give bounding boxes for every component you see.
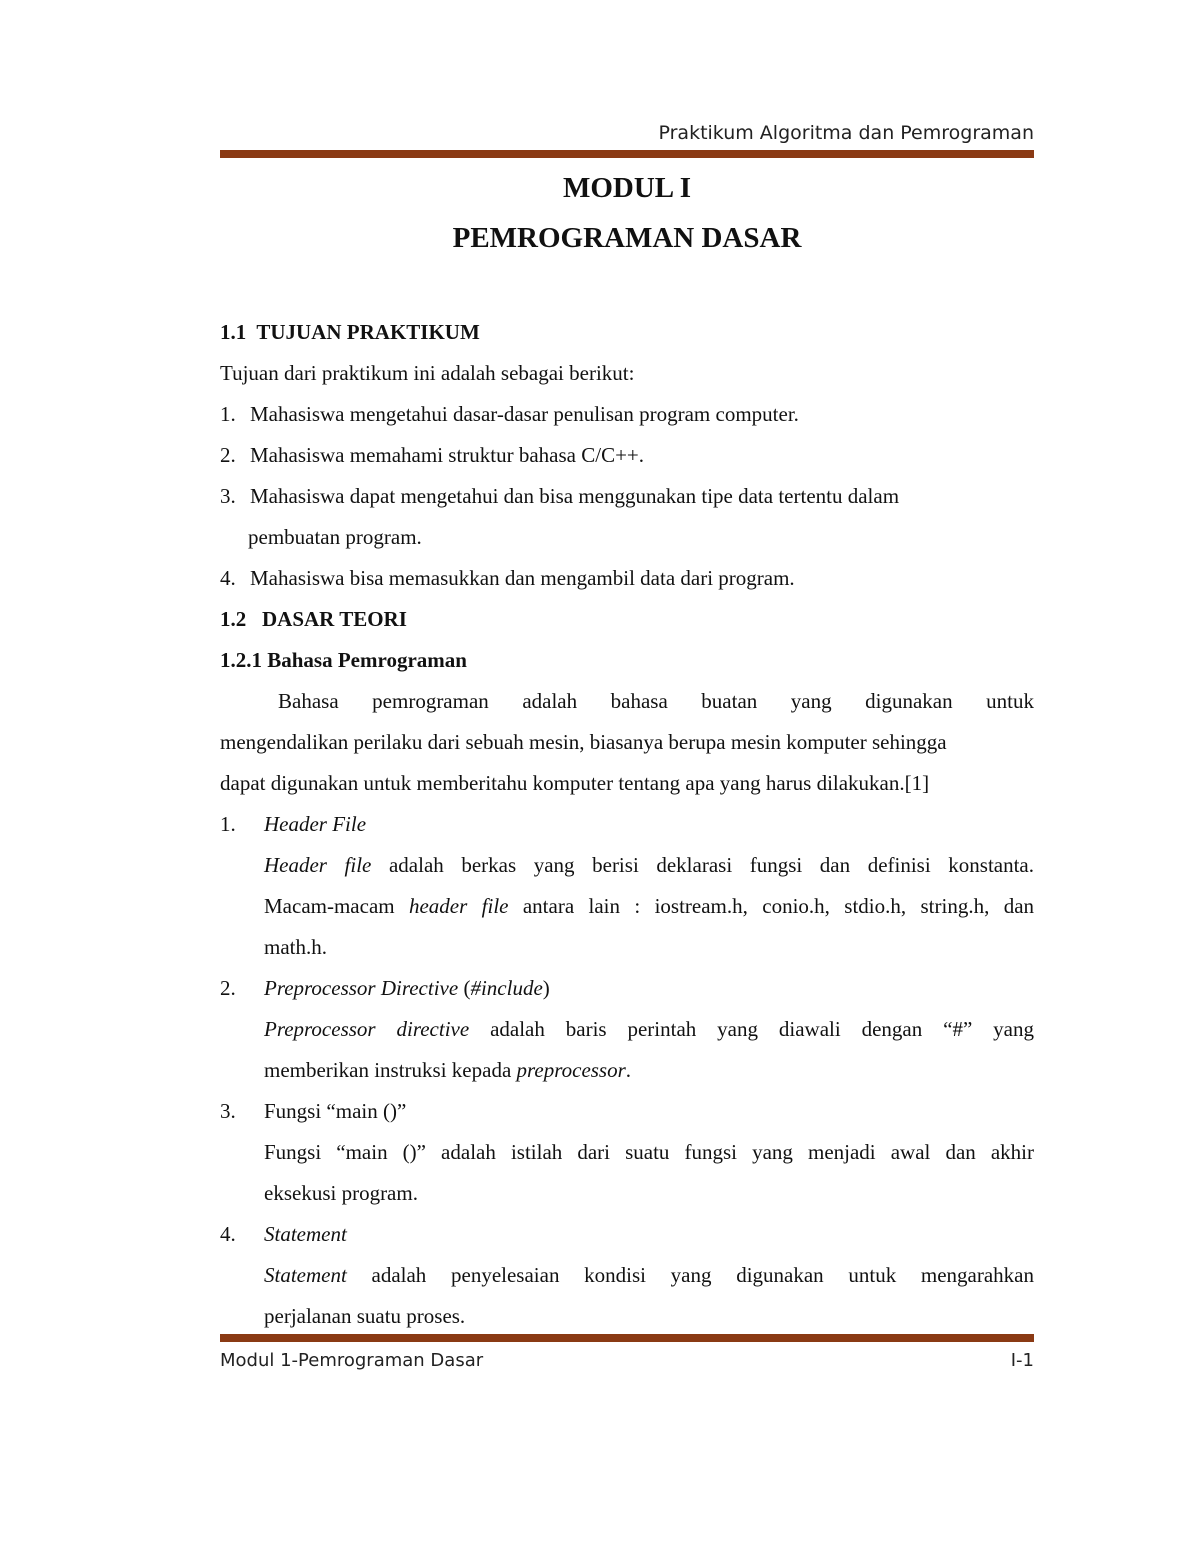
list-number: 1.: [220, 812, 236, 836]
paragraph-line: Bahasa pemrograman adalah bahasa buatan yang digunakan untuk: [278, 689, 1034, 713]
item-title: Header File: [264, 812, 367, 836]
desc-text: memberikan instruksi kepada: [264, 1058, 517, 1082]
list-number: 2.: [220, 443, 236, 467]
list-item: [220, 394, 1034, 435]
theory-item-title: [220, 1214, 1034, 1255]
desc-text: adalah penyelesaian kondisi yang digunakan untuk mengarahkan: [346, 1263, 1034, 1287]
module-title: MODUL I: [562, 172, 692, 204]
desc-text: adalah berkas yang berisi deklarasi fungsi dan definisi konstanta.: [371, 853, 1034, 877]
title-text: (: [458, 976, 471, 1000]
list-number: 4.: [220, 1222, 236, 1246]
item-title: Fungsi “main ()”: [264, 1099, 407, 1123]
footer-title: Modul 1-Pemrograman Dasar: [220, 1350, 484, 1371]
theory-item-desc: [220, 1009, 1034, 1050]
list-item: [220, 558, 1034, 599]
theory-item-desc: perjalanan suatu proses.: [264, 1304, 466, 1328]
list-number: 3.: [220, 1099, 236, 1123]
theory-item-desc: [220, 845, 1034, 886]
item-title: Statement: [264, 1222, 347, 1246]
section-heading-1-2: 1.2 DASAR TEORI: [220, 607, 407, 631]
list-number: 4.: [220, 566, 236, 590]
page-number: I-1: [1010, 1350, 1034, 1371]
theory-item-title: [220, 804, 1034, 845]
main-content: [220, 312, 1034, 1337]
footer-rule: [220, 1334, 1034, 1342]
list-item-continuation: pembuatan program.: [248, 525, 422, 549]
term: preprocessor: [516, 1058, 626, 1082]
paragraph-line: dapat digunakan untuk memberitahu komputer tentang apa yang harus dilakukan.[1]: [220, 771, 930, 795]
theory-item-desc: eksekusi program.: [264, 1181, 418, 1205]
list-text: Mahasiswa bisa memasukkan dan mengambil data dari program.: [250, 566, 795, 590]
theory-item-desc: [220, 1050, 1034, 1091]
theory-item-desc: Fungsi “main ()” adalah istilah dari suatu fungsi yang menjadi awal dan akhir: [264, 1140, 1034, 1164]
term: Statement: [264, 1263, 347, 1287]
module-subtitle: PEMROGRAMAN DASAR: [452, 222, 802, 254]
subsection-heading-1-2-1: 1.2.1 Bahasa Pemrograman: [220, 648, 467, 672]
term: Header file: [264, 853, 372, 877]
list-text: Mahasiswa memahami struktur bahasa C/C++.: [250, 443, 645, 467]
title-term: #include: [470, 976, 543, 1000]
desc-text: antara lain : iostream.h, conio.h, stdio.h, string.h, dan: [508, 894, 1034, 918]
term: header file: [408, 894, 509, 918]
theory-item-title: [220, 968, 1034, 1009]
paragraph-line: mengendalikan perilaku dari sebuah mesin, biasanya berupa mesin komputer sehingga: [220, 730, 947, 754]
list-item: [220, 435, 1034, 476]
list-number: 1.: [220, 402, 236, 426]
theory-item-desc: math.h.: [264, 935, 327, 959]
theory-item-desc: [220, 1255, 1034, 1296]
list-number: 3.: [220, 484, 236, 508]
list-text: Mahasiswa mengetahui dasar-dasar penulisan program computer.: [250, 402, 799, 426]
item-title: Preprocessor Directive: [264, 976, 459, 1000]
list-number: 2.: [220, 976, 236, 1000]
theory-item-title: [220, 1091, 1034, 1132]
section-heading-1-1: 1.1 TUJUAN PRAKTIKUM: [220, 320, 480, 344]
section-intro: Tujuan dari praktikum ini adalah sebagai berikut:: [220, 361, 635, 385]
theory-item-desc: [220, 886, 1034, 927]
list-item: [220, 476, 1034, 517]
desc-text: Macam-macam: [264, 894, 409, 918]
list-text: Mahasiswa dapat mengetahui dan bisa menggunakan tipe data tertentu dalam: [250, 484, 900, 508]
desc-text: .: [625, 1058, 632, 1082]
running-header: Praktikum Algoritma dan Pemrograman: [658, 122, 1034, 144]
title-text: ): [542, 976, 550, 1000]
header-rule: [220, 150, 1034, 158]
desc-text: adalah baris perintah yang diawali dengan “#” yang: [469, 1017, 1034, 1041]
running-footer: [220, 1350, 1034, 1371]
term: Preprocessor directive: [264, 1017, 470, 1041]
